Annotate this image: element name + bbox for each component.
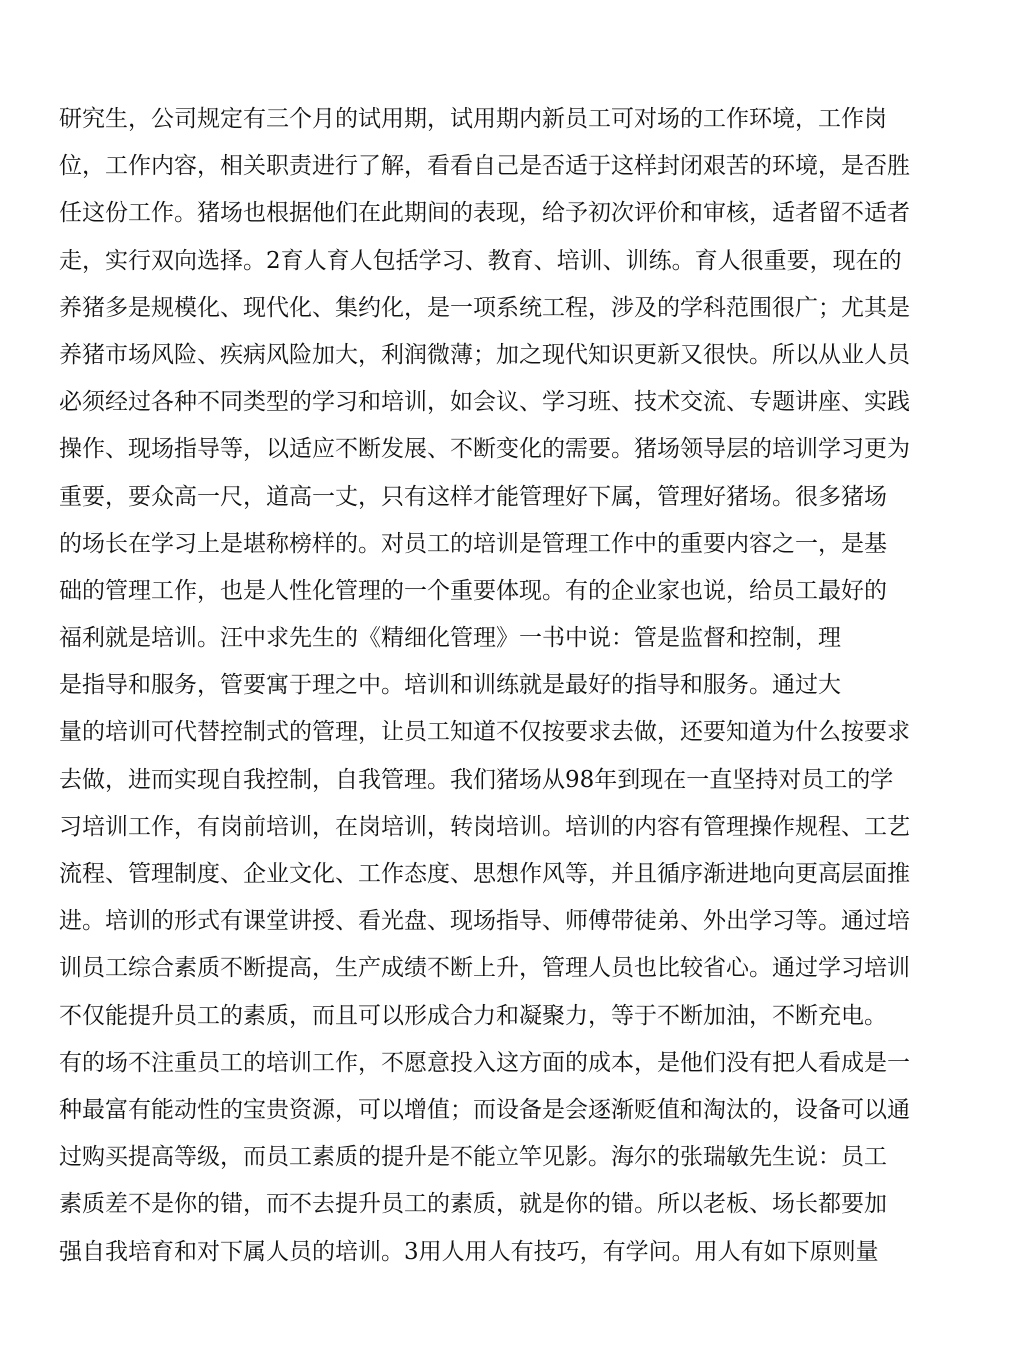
text-line: 强自我培育和对下属人员的培训。3用人用人有技巧，有学问。用人有如下原则量 (59, 1238, 879, 1265)
text-line: 操作、现场指导等，以适应不断发展、不断变化的需要。猪场领导层的培训学习更为 (59, 436, 910, 463)
text-line: 进。培训的形式有课堂讲授、看光盘、现场指导、师傅带徒弟、外出学习等。通过培 (59, 908, 910, 935)
text-line: 不仅能提升员工的素质，而且可以形成合力和凝聚力，等于不断加油，不断充电。 (59, 1002, 887, 1029)
text-line: 位，工作内容，相关职责进行了解，看看自己是否适于这样封闭艰苦的环境，是否胜 (59, 153, 910, 180)
text-line: 流程、管理制度、企业文化、工作态度、思想作风等，并且循序渐进地向更高层面推 (59, 861, 910, 887)
text-line: 福利就是培训。汪中求先生的《精细化管理》一书中说：管是监督和控制，理 (59, 625, 841, 652)
text-line: 养猪多是规模化、现代化、集约化，是一项系统工程，涉及的学科范围很广；尤其是 (59, 294, 910, 321)
text-line: 有的场不注重员工的培训工作，不愿意投入这方面的成本，是他们没有把人看成是一 (59, 1049, 910, 1076)
text-line: 的场长在学习上是堪称榜样的。对员工的培训是管理工作中的重要内容之一，是基 (59, 530, 887, 557)
text-line: 养猪市场风险、疾病风险加大，利润微薄；加之现代知识更新又很快。所以从业人员 (59, 341, 910, 368)
text-line: 量的培训可代替控制式的管理，让员工知道不仅按要求去做，还要知道为什么按要求 (59, 719, 910, 746)
text-line: 础的管理工作，也是人性化管理的一个重要体现。有的企业家也说，给员工最好的 (59, 577, 887, 604)
text-line: 走，实行双向选择。2育人育人包括学习、教育、培训、训练。育人很重要，现在的 (59, 247, 902, 274)
text-line: 过购买提高等级，而员工素质的提升是不能立竿见影。海尔的张瑞敏先生说：员工 (59, 1144, 887, 1171)
text-line: 习培训工作，有岗前培训，在岗培训，转岗培训。培训的内容有管理操作规程、工艺 (59, 813, 910, 840)
text-line: 训员工综合素质不断提高，生产成绩不断上升，管理人员也比较省心。通过学习培训 (59, 955, 910, 982)
text-line: 是指导和服务，管要寓于理之中。培训和训练就是最好的指导和服务。通过大 (59, 672, 841, 699)
body-text (59, 96, 939, 1276)
text-line: 必须经过各种不同类型的学习和培训，如会议、学习班、技术交流、专题讲座、实践 (59, 389, 910, 416)
text-line: 研究生，公司规定有三个月的试用期，试用期内新员工可对场的工作环境，工作岗 (59, 106, 887, 132)
text-line: 任这份工作。猪场也根据他们在此期间的表现，给予初次评价和审核，适者留不适者 (59, 200, 910, 227)
text-line: 种最富有能动性的宝贵资源，可以增值；而设备是会逐渐贬值和淘汰的，设备可以通 (59, 1096, 910, 1123)
text-line: 重要，要众高一尺，道高一丈，只有这样才能管理好下属，管理好猪场。很多猪场 (59, 483, 887, 510)
text-line: 去做，进而实现自我控制，自我管理。我们猪场从98年到现在一直坚持对员工的学 (59, 766, 894, 793)
text-line: 素质差不是你的错，而不去提升员工的素质，就是你的错。所以老板、场长都要加 (59, 1191, 887, 1218)
